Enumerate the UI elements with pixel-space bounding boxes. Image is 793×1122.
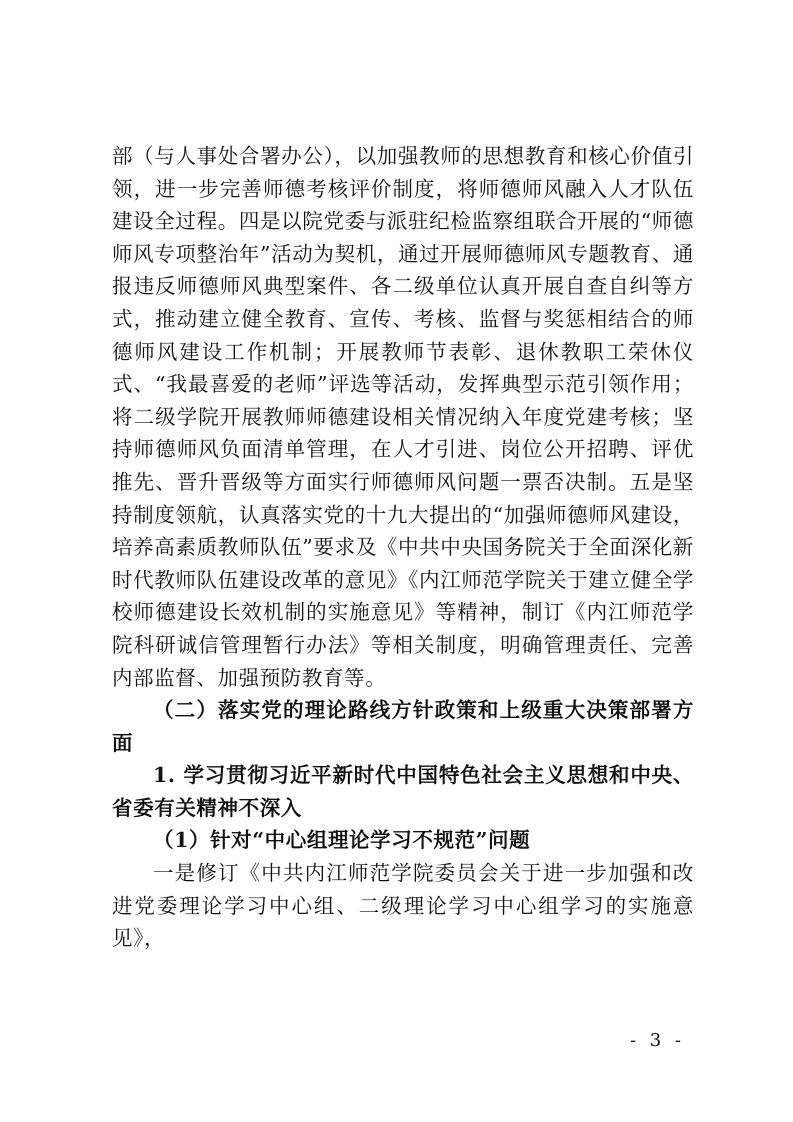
section-heading: （二）落实党的理论路线方针政策和上级重大决策部署方面: [112, 698, 694, 755]
subsection-heading: 1. 学习贯彻习近平新时代中国特色社会主义思想和中央、省委有关精神不深入: [112, 763, 694, 820]
document-body: [112, 140, 694, 955]
item-heading: （1）针对“中心组理论学习不规范”问题: [153, 828, 531, 853]
paragraph-item-body: 一是修订《中共内江师范学院委员会关于进一步加强和改进党委理论学习中心组、二级理论学习中心组学习的实施意见》，: [112, 861, 694, 951]
paragraph-continuation: 部（与人事处合署办公），以加强教师的思想教育和核心价值引领，进一步完善师德考核评价制度，将师德师风融入人才队伍建设全过程。四是以院党委与派驻纪检监察组联合开展的“师德师风专项整治年”活动为契机，通过开展师德师风专题教育、通报违反师德师风典型案件、各二级单位认真开展自查自纠等方式，推动建立健全教育、宣传、考核、监督与奖惩相结合的师德师风建设工作机制；开展教师节表彰、退休教职工荣休仪式、“我最喜爱的老师”评选等活动，发挥典型示范引领作用；将二级学院开展教师师德建设相关情况纳入年度党建考核；坚持师德师风负面清单管理，在人才引进、岗位公开招聘、评优推先、晋升晋级等方面实行师德师风问题一票否决制。五是坚持制度领航，认真落实党的十九大提出的“加强师德师风建设，培养高素质教师队伍”要求及《中共中央国务院关于全面深化新时代教师队伍建设改革的意见》《内江师范学院关于建立健全学校师德建设长效机制的实施意见》等精神，制订《内江师范学院科研诚信管理暂行办法》等相关制度，明确管理责任、完善内部监督、加强预防教育等。: [112, 144, 694, 690]
page-number: - 3 -: [629, 1030, 685, 1051]
